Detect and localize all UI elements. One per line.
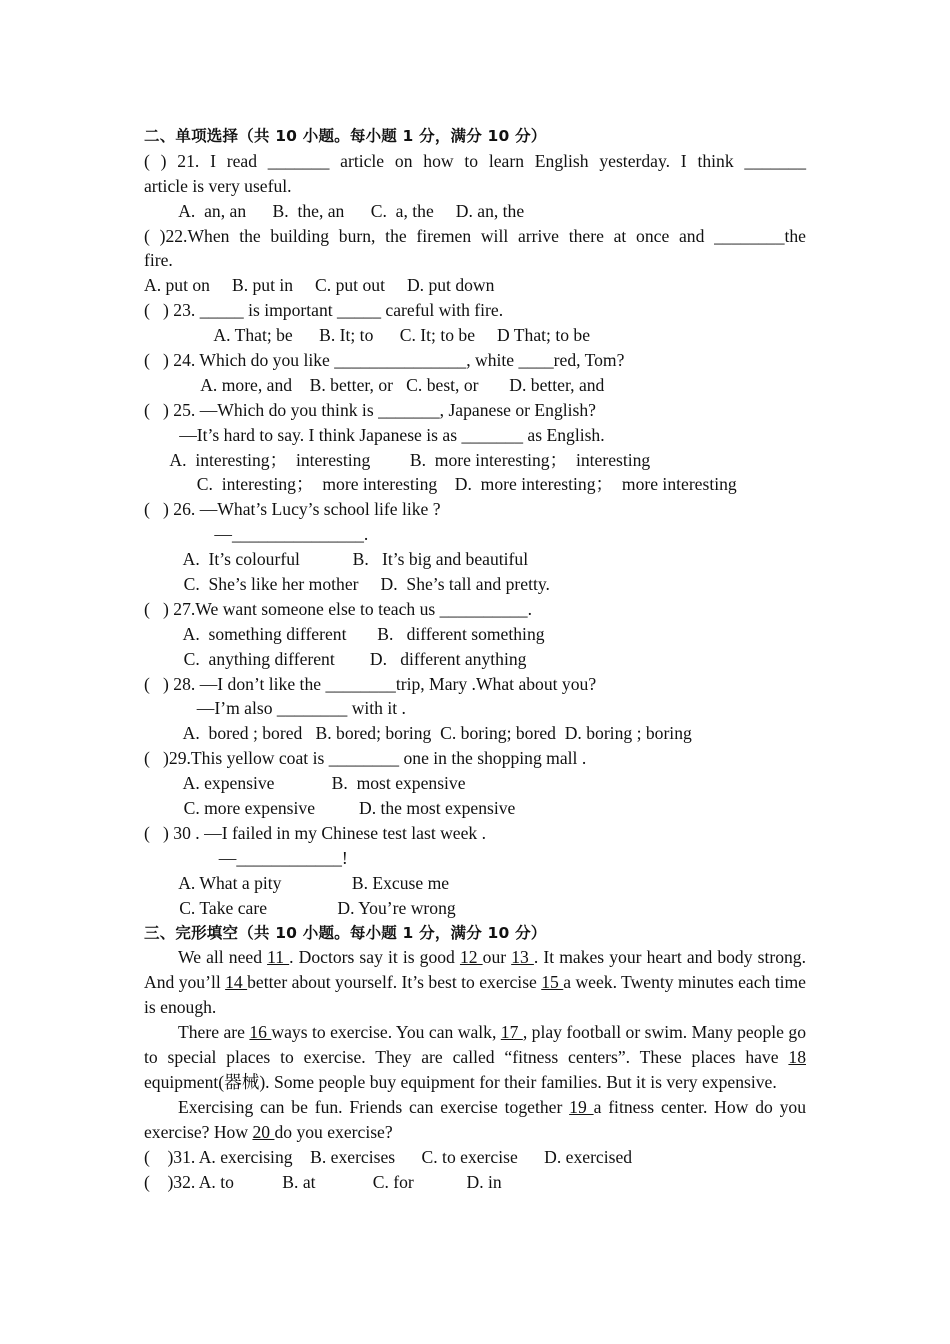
cloze-paragraph-1 — [144, 945, 806, 1020]
question-28-stem: ( ) 28. —I don’t like the ________trip, Mary .What about you? — [144, 673, 597, 694]
passage-text: , play football or swim. Many people go to special places to exercise. They are called “fitness centers”. These places have — [144, 1022, 807, 1068]
passage-text: . It makes your heart and body strong. And you’ll — [144, 947, 806, 993]
cloze-blank: 17 — [500, 1022, 523, 1043]
question-30-options-ab: A. What a pity B. Excuse me — [144, 872, 450, 893]
question-26-options-ab: A. It’s colourful B. It’s big and beautiful — [144, 549, 529, 570]
cloze-blank: 16 — [249, 1022, 272, 1043]
question-26-stem: ( ) 26. —What’s Lucy’s school life like ? — [144, 499, 441, 520]
section-3-title: 三、完形填空（共 10 小题。每小题 1 分，满分 10 分） — [144, 923, 547, 942]
passage-text: . Doctors say it is good — [289, 947, 460, 968]
cloze-blank: 20 — [252, 1121, 275, 1142]
passage-text: a fitness center. How do you exercise? How — [144, 1096, 806, 1142]
question-21-options: A. an, an B. the, an C. a, the D. an, the — [144, 200, 525, 221]
cloze-blank: 12 — [459, 947, 483, 968]
cloze-paragraph-3 — [144, 1095, 806, 1145]
question-26-options-cd: C. She’s like her mother D. She’s tall and pretty. — [144, 574, 550, 595]
question-29-options-ab: A. expensive B. most expensive — [144, 773, 466, 794]
passage-text: better about yourself. It’s best to exercise — [247, 972, 542, 993]
question-21-stem: ( ) 21. I read _______ article on how to learn English yesterday. I think _______ — [144, 150, 806, 171]
cloze-paragraph-2 — [144, 1020, 806, 1095]
question-25-stem: ( ) 25. —Which do you think is _______, Japanese or English? — [144, 399, 596, 420]
question-30-stem: ( ) 30 . —I failed in my Chinese test last week . — [144, 822, 487, 843]
question-22-options: A. put on B. put in C. put out D. put down — [144, 275, 495, 296]
question-22-stem-cont: fire. — [144, 250, 173, 271]
passage-text: equipment(器械). Some people buy equipment for their families. But it is very expensive. — [144, 1071, 777, 1092]
question-32: ( )32. A. to B. at C. for D. in — [144, 1171, 502, 1192]
cloze-blank: 11 — [267, 947, 290, 968]
question-27-options-cd: C. anything different D. different anything — [144, 648, 527, 669]
passage-text: ways to exercise. You can walk, — [271, 1022, 501, 1043]
question-25-stem-cont: —It’s hard to say. I think Japanese is as _______ as English. — [144, 424, 605, 445]
passage-text: our — [482, 947, 512, 968]
cloze-blank: 15 — [541, 972, 564, 993]
exam-content — [144, 124, 806, 1194]
question-29-stem: ( )29.This yellow coat is ________ one in the shopping mall . — [144, 748, 587, 769]
cloze-blank: 19 — [569, 1096, 594, 1117]
question-25-options-cd: C. interesting； more interesting D. more interesting； more interesting — [144, 474, 737, 495]
question-21-stem-cont: article is very useful. — [144, 175, 292, 196]
question-27-options-ab: A. something different B. different something — [144, 623, 545, 644]
passage-text: Exercising can be fun. Friends can exercise together — [178, 1096, 570, 1117]
question-25-options-ab: A. interesting； interesting B. more interesting； interesting — [144, 449, 651, 470]
cloze-blank: 18 — [788, 1047, 806, 1068]
question-28-stem-cont: —I’m also ________ with it . — [144, 698, 406, 719]
question-23-options: A. That; be B. It; to C. It; to be D That; to be — [144, 325, 591, 346]
passage-text: There are — [178, 1022, 250, 1043]
cloze-blank: 14 — [225, 972, 248, 993]
question-24-options: A. more, and B. better, or C. best, or D. better, and — [144, 374, 605, 395]
question-27-stem: ( ) 27.We want someone else to teach us __________. — [144, 598, 532, 619]
question-30-options-cd: C. Take care D. You’re wrong — [144, 897, 456, 918]
cloze-blank: 13 — [511, 947, 534, 968]
question-31: ( )31. A. exercising B. exercises C. to exercise D. exercised — [144, 1146, 633, 1167]
question-29-options-cd: C. more expensive D. the most expensive — [144, 798, 516, 819]
passage-text: We all need — [178, 947, 268, 968]
question-24-stem: ( ) 24. Which do you like _______________, white ____red, Tom? — [144, 350, 625, 371]
question-26-stem-cont: —_______________. — [144, 524, 369, 545]
section-2-title: 二、单项选择（共 10 小题。每小题 1 分，满分 10 分） — [144, 127, 547, 145]
question-28-options: A. bored ; bored B. bored; boring C. boring; bored D. boring ; boring — [144, 723, 692, 744]
passage-text: do you exercise? — [274, 1121, 393, 1142]
question-22-stem: ( )22.When the building burn, the firemen will arrive there at once and ________the — [144, 225, 806, 246]
passage-text: a week. Twenty minutes each time is enough. — [144, 972, 806, 1018]
question-30-stem-cont: —____________! — [144, 847, 348, 868]
question-23-stem: ( ) 23. _____ is important _____ careful with fire. — [144, 300, 504, 321]
